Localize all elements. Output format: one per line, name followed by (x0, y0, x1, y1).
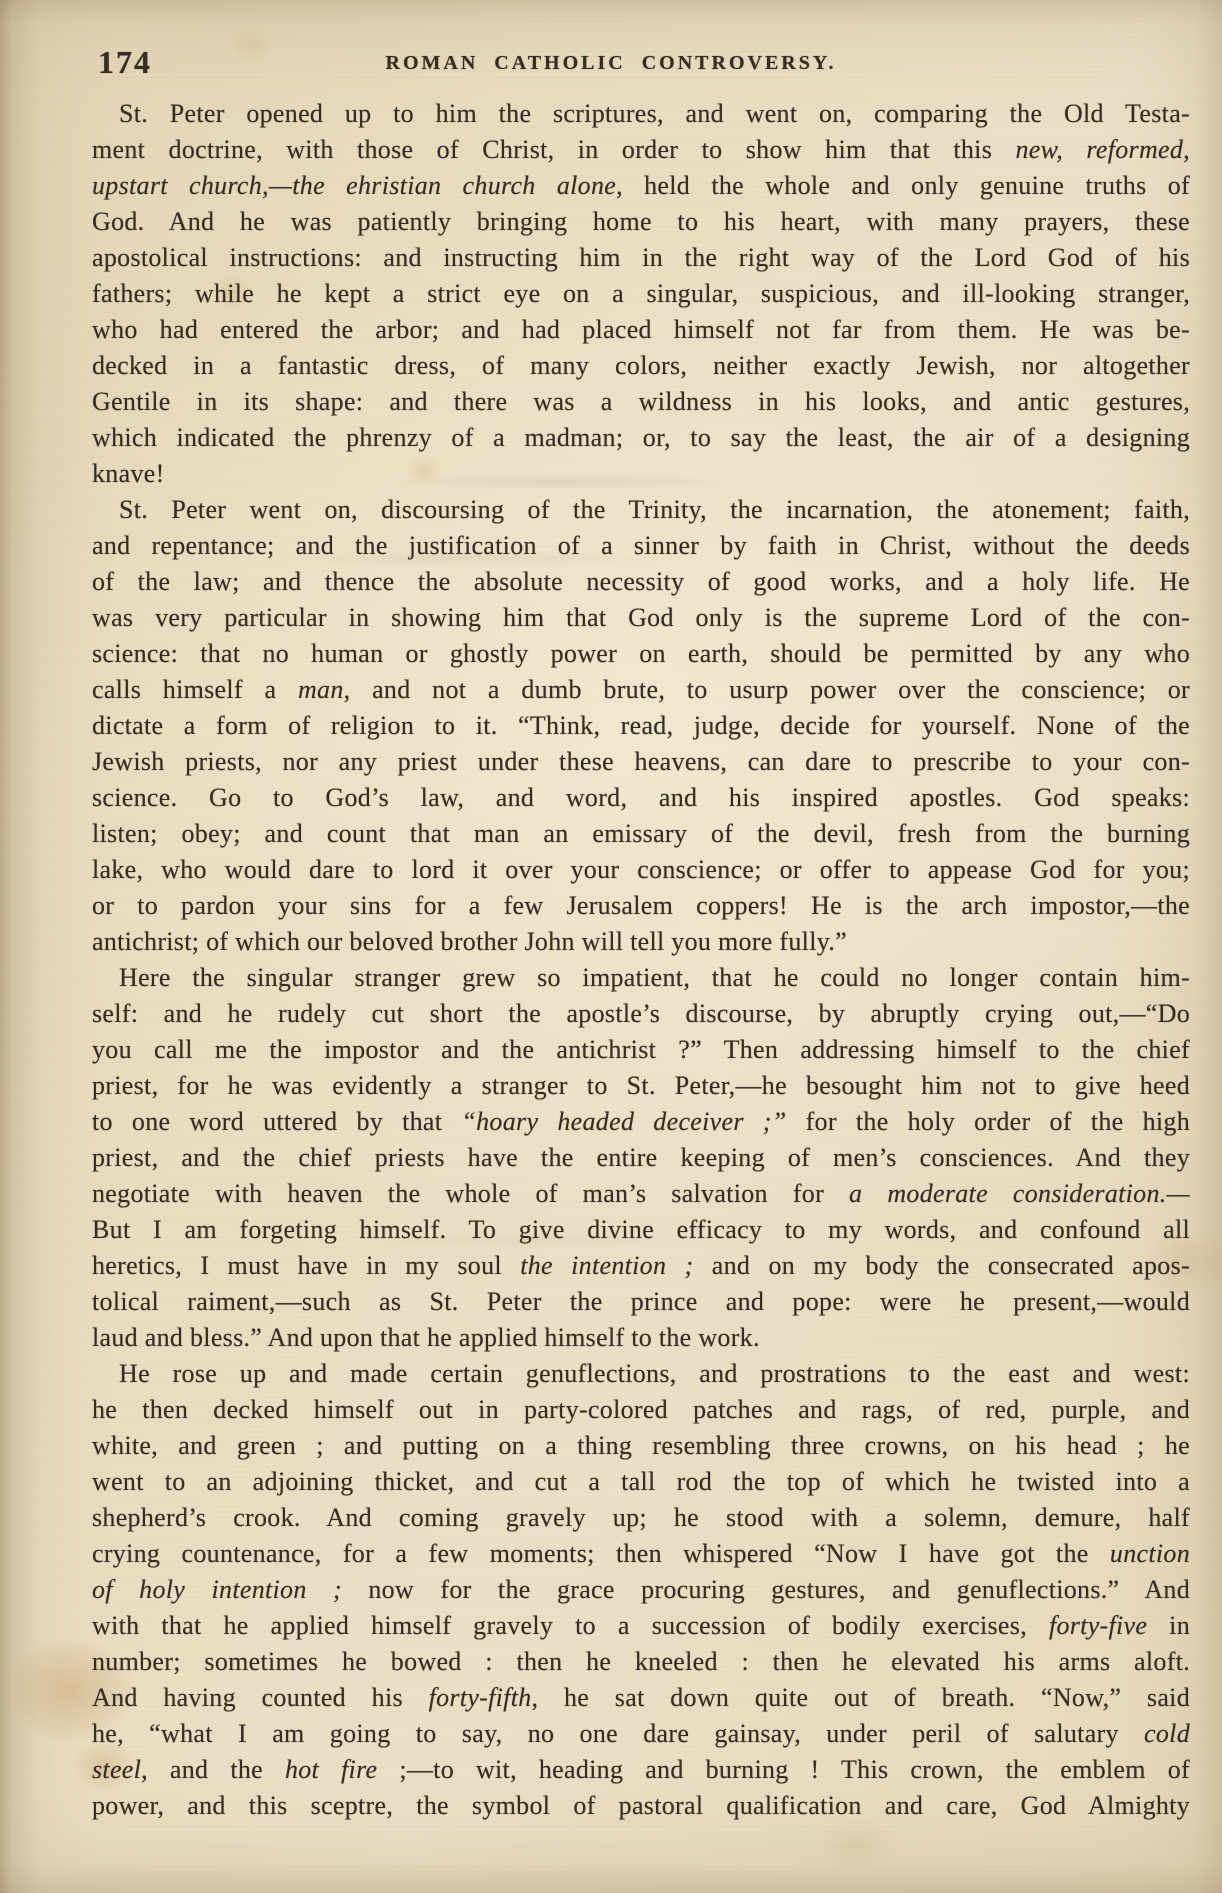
italic-text: upstart church,—the ehristian church alone, (92, 171, 623, 200)
text-line (92, 528, 1190, 564)
text-segment: science: that no human or ghostly power on earth, should be permitted by any who (92, 639, 1190, 668)
text-line (92, 852, 1190, 888)
text-segment: decked in a fantastic dress, of many colors, neither exactly Jewish, nor altogether (92, 351, 1190, 380)
text-line (92, 996, 1190, 1032)
text-segment: which indicated the phrenzy of a madman; or, to say the least, the air of a designing (92, 423, 1190, 452)
text-segment: knave! (92, 459, 165, 488)
text-segment: who had entered the arbor; and had placed himself not far from them. He was be- (92, 315, 1190, 344)
italic-text: steel (92, 1755, 142, 1784)
text-line (92, 636, 1190, 672)
text-segment: ;—to wit, heading and burning ! This crown, the emblem of (377, 1755, 1190, 1784)
text-segment: God. And he was patiently bringing home to his heart, with many prayers, these (92, 207, 1190, 236)
text-segment: negotiate with heaven the whole of man’s salvation for (92, 1179, 850, 1208)
text-segment: , and the (141, 1755, 285, 1784)
text-line (92, 384, 1190, 420)
page-number: 174 (98, 44, 152, 80)
text-segment: in (1147, 1611, 1190, 1640)
text-line (92, 240, 1190, 276)
text-line (92, 312, 1190, 348)
text-segment: tolical raiment,—such as St. Peter the prince and pope: were he present,—would (92, 1287, 1190, 1316)
text-segment: But I am forgeting himself. To give divine efficacy to my words, and confound all (92, 1215, 1190, 1244)
text-segment: and on my body the consecrated apos- (693, 1251, 1190, 1280)
text-line (92, 1716, 1190, 1752)
text-segment: with that he applied himself gravely to a succession of bodily exercises, (92, 1611, 1049, 1640)
text-line (92, 960, 1190, 996)
text-segment: now for the grace procuring gestures, and genuflections.” And (341, 1575, 1190, 1604)
text-segment: lake, who would dare to lord it over your conscience; or offer to appease God for you; (92, 855, 1190, 884)
text-segment: science. Go to God’s law, and word, and his inspired apostles. God speaks: (92, 783, 1190, 812)
text-line (92, 924, 1190, 960)
text-line (92, 276, 1190, 312)
text-line (92, 348, 1190, 384)
text-line (92, 708, 1190, 744)
italic-text: forty-fifth (428, 1683, 532, 1712)
text-segment: or to pardon your sins for a few Jerusalem coppers! He is the arch impostor,—the (92, 891, 1190, 920)
text-segment: , and not a dumb brute, to usurp power over the conscience; or (343, 675, 1190, 704)
text-segment: Here the singular stranger grew so impatient, that he could no longer contain him- (119, 963, 1190, 992)
text-segment: he then decked himself out in party-colored patches and rags, of red, purple, and (92, 1395, 1190, 1424)
text-line (92, 780, 1190, 816)
text-line (92, 1320, 1190, 1356)
text-line (92, 1248, 1190, 1284)
italic-text: cold (1144, 1719, 1190, 1748)
italic-text: new, reformed, (1015, 135, 1190, 164)
text-segment: power, and this sceptre, the symbol of pastoral qualification and care, God Almighty (92, 1791, 1190, 1820)
text-line (92, 492, 1190, 528)
text-line (92, 1464, 1190, 1500)
text-line (92, 1644, 1190, 1680)
text-segment: to one word uttered by that (92, 1107, 462, 1136)
text-line (92, 1608, 1190, 1644)
text-segment: you call me the impostor and the antichrist ?” Then addressing himself to the chief (92, 1035, 1190, 1064)
text-line (92, 1536, 1190, 1572)
italic-text: man (297, 675, 344, 704)
text-segment: apostolical instructions: and instructing him in the right way of the Lord God of his (92, 243, 1190, 272)
italic-text: a moderate consideration.— (849, 1179, 1190, 1208)
italic-text: forty-five (1048, 1611, 1148, 1640)
text-segment: calls himself a (92, 675, 298, 704)
text-segment: went to an adjoining thicket, and cut a tall rod the top of which he twisted into a (92, 1467, 1190, 1496)
text-segment: number; sometimes he bowed : then he kneeled : then he elevated his arms aloft. (92, 1647, 1190, 1676)
text-line (92, 456, 1190, 492)
text-line (92, 1680, 1190, 1716)
text-line (92, 1284, 1190, 1320)
italic-text: “hoary headed deceiver ;” (461, 1107, 787, 1136)
text-line (92, 564, 1190, 600)
text-line (92, 168, 1190, 204)
text-line (92, 888, 1190, 924)
text-segment: antichrist; of which our beloved brother John will tell you more fully.” (92, 927, 847, 956)
text-segment: heretics, I must have in my soul (92, 1251, 521, 1280)
text-line (92, 744, 1190, 780)
italic-text: hot fire (284, 1755, 378, 1784)
text-segment: white, and green ; and putting on a thing resembling three crowns, on his head ; he (92, 1431, 1190, 1460)
text-segment: listen; obey; and count that man an emissary of the devil, fresh from the burning (92, 819, 1190, 848)
text-line (92, 1032, 1190, 1068)
text-line (92, 1392, 1190, 1428)
text-line (92, 600, 1190, 636)
text-segment: laud and bless.” And upon that he applied himself to the work. (92, 1323, 760, 1352)
text-segment: held the whole and only genuine truths of (622, 171, 1190, 200)
running-head: ROMAN CATHOLIC CONTROVERSY. (385, 52, 837, 74)
text-segment: ment doctrine, with those of Christ, in order to show him that this (92, 135, 1016, 164)
text-segment: St. Peter opened up to him the scriptures, and went on, comparing the Old Testa- (119, 99, 1190, 128)
text-segment: shepherd’s crook. And coming gravely up; he stood with a solemn, demure, half (92, 1503, 1190, 1532)
text-line (92, 1176, 1190, 1212)
text-segment: was very particular in showing him that God only is the supreme Lord of the con- (92, 603, 1190, 632)
text-segment: And having counted his (92, 1683, 429, 1712)
text-line (92, 1752, 1190, 1788)
text-line (92, 1428, 1190, 1464)
text-line (92, 1104, 1190, 1140)
text-segment: , he sat down quite out of breath. “Now,” said (531, 1683, 1190, 1712)
text-line (92, 672, 1190, 708)
text-segment: crying countenance, for a few moments; then whispered “Now I have got the (92, 1539, 1110, 1568)
text-segment: priest, and the chief priests have the entire keeping of men’s consciences. And they (92, 1143, 1190, 1172)
text-line (92, 816, 1190, 852)
text-line (92, 204, 1190, 240)
text-line (92, 1140, 1190, 1176)
text-line (92, 1788, 1190, 1824)
text-segment: priest, for he was evidently a stranger to St. Peter,—he besought him not to give heed (92, 1071, 1190, 1100)
italic-text: unction (1109, 1539, 1190, 1568)
text-segment: and repentance; and the justification of a sinner by faith in Christ, without the deeds (92, 531, 1190, 560)
text-segment: St. Peter went on, discoursing of the Trinity, the incarnation, the atonement; faith, (119, 495, 1190, 524)
text-line (92, 96, 1190, 132)
text-segment: He rose up and made certain genuflections, and prostrations to the east and west: (119, 1359, 1190, 1388)
text-line (92, 1572, 1190, 1608)
text-segment: fathers; while he kept a strict eye on a singular, suspicious, and ill-looking stranger, (92, 279, 1190, 308)
text-segment: Gentile in its shape: and there was a wildness in his looks, and antic gestures, (92, 387, 1190, 416)
text-line (92, 1500, 1190, 1536)
text-line (92, 132, 1190, 168)
italic-text: of holy intention ; (92, 1575, 342, 1604)
page-text (92, 96, 1190, 1824)
text-segment: Jewish priests, nor any priest under these heavens, can dare to prescribe to your con- (92, 747, 1190, 776)
text-line (92, 1212, 1190, 1248)
text-segment: he, “what I am going to say, no one dare gainsay, under peril of salutary (92, 1719, 1145, 1748)
italic-text: the intention ; (520, 1251, 694, 1280)
text-segment: for the holy order of the high (786, 1107, 1190, 1136)
text-segment: of the law; and thence the absolute necessity of good works, and a holy life. He (92, 567, 1190, 596)
text-segment: self: and he rudely cut short the apostle’s discourse, by abruptly crying out,—“Do (92, 999, 1190, 1028)
text-line (92, 1356, 1190, 1392)
text-line (92, 1068, 1190, 1104)
text-segment: dictate a form of religion to it. “Think, read, judge, decide for yourself. None of the (92, 711, 1190, 740)
text-line (92, 420, 1190, 456)
